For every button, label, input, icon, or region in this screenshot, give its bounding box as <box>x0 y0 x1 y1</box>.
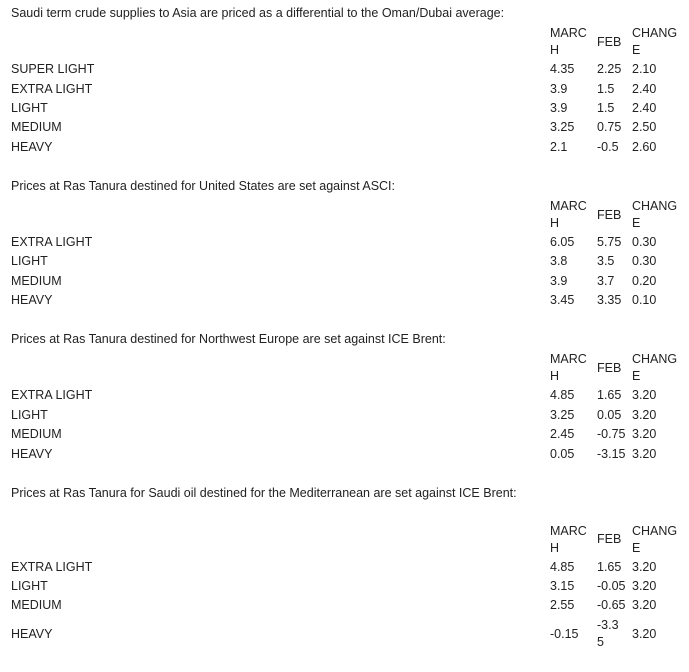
row-feb: 3.7 <box>597 274 615 288</box>
row-march: 2.1 <box>550 140 568 154</box>
row-feb: 3.35 <box>597 293 622 307</box>
row-grade: EXTRA LIGHT <box>11 235 93 249</box>
row-grade: LIGHT <box>11 579 48 593</box>
header-march: MARC <box>550 524 587 538</box>
row-change: 3.20 <box>632 598 657 612</box>
row-feb: -0.75 <box>597 427 626 441</box>
row-march: 2.55 <box>550 598 575 612</box>
row-grade: HEAVY <box>11 447 53 461</box>
header-march: MARC <box>550 352 587 366</box>
header-march: MARC <box>550 26 587 40</box>
header-change-wrap: E <box>632 43 641 57</box>
header-change: CHANG <box>632 524 678 538</box>
row-grade: LIGHT <box>11 254 48 268</box>
row-march: 4.85 <box>550 560 575 574</box>
row-feb-wrap: 5 <box>597 635 604 649</box>
header-march-wrap: H <box>550 43 560 57</box>
row-march: -0.15 <box>550 627 579 641</box>
row-feb: 3.5 <box>597 254 615 268</box>
header-change: CHANG <box>632 26 678 40</box>
header-feb: FEB <box>597 35 622 49</box>
header-feb: FEB <box>597 208 622 222</box>
section-intro: Prices at Ras Tanura destined for Northwest Europe are set against ICE Brent: <box>11 332 446 346</box>
row-grade: LIGHT <box>11 408 48 422</box>
row-feb: -3.3 <box>597 618 619 632</box>
row-grade: SUPER LIGHT <box>11 62 95 76</box>
section-intro: Saudi term crude supplies to Asia are priced as a differential to the Oman/Dubai average: <box>11 6 505 20</box>
row-grade: MEDIUM <box>11 120 62 134</box>
row-march: 3.25 <box>550 120 575 134</box>
row-march: 6.05 <box>550 235 575 249</box>
row-march: 3.8 <box>550 254 568 268</box>
row-grade: MEDIUM <box>11 274 62 288</box>
row-change: 3.20 <box>632 427 657 441</box>
row-grade: HEAVY <box>11 140 53 154</box>
header-change: CHANG <box>632 352 678 366</box>
header-feb: FEB <box>597 361 622 375</box>
row-march: 4.85 <box>550 388 575 402</box>
header-march: MARC <box>550 199 587 213</box>
row-march: 2.45 <box>550 427 575 441</box>
header-change-wrap: E <box>632 216 641 230</box>
row-grade: HEAVY <box>11 293 53 307</box>
row-march: 3.45 <box>550 293 575 307</box>
row-grade: EXTRA LIGHT <box>11 388 93 402</box>
row-change: 3.20 <box>632 408 657 422</box>
header-change-wrap: E <box>632 369 641 383</box>
row-march: 3.25 <box>550 408 575 422</box>
row-feb: 2.25 <box>597 62 622 76</box>
row-grade: EXTRA LIGHT <box>11 560 93 574</box>
row-grade: MEDIUM <box>11 598 62 612</box>
row-change: 0.10 <box>632 293 657 307</box>
row-march: 0.05 <box>550 447 575 461</box>
row-change: 2.60 <box>632 140 657 154</box>
row-feb: 0.75 <box>597 120 622 134</box>
row-change: 2.40 <box>632 101 657 115</box>
row-march: 3.9 <box>550 82 568 96</box>
row-change: 0.30 <box>632 235 657 249</box>
row-feb: 1.65 <box>597 388 622 402</box>
section-intro: Prices at Ras Tanura destined for United States are set against ASCI: <box>11 179 396 193</box>
row-march: 3.15 <box>550 579 575 593</box>
row-change: 3.20 <box>632 579 657 593</box>
row-change: 2.40 <box>632 82 657 96</box>
header-change-wrap: E <box>632 541 641 555</box>
row-feb: -0.5 <box>597 140 619 154</box>
row-march: 3.9 <box>550 274 568 288</box>
row-change: 3.20 <box>632 447 657 461</box>
row-change: 0.30 <box>632 254 657 268</box>
row-change: 3.20 <box>632 627 657 641</box>
row-march: 3.9 <box>550 101 568 115</box>
row-feb: -0.05 <box>597 579 626 593</box>
row-feb: 0.05 <box>597 408 622 422</box>
header-change: CHANG <box>632 199 678 213</box>
row-feb: -0.65 <box>597 598 626 612</box>
header-march-wrap: H <box>550 369 560 383</box>
header-march-wrap: H <box>550 541 560 555</box>
row-change: 3.20 <box>632 388 657 402</box>
row-grade: EXTRA LIGHT <box>11 82 93 96</box>
header-march-wrap: H <box>550 216 560 230</box>
row-change: 3.20 <box>632 560 657 574</box>
row-march: 4.35 <box>550 62 575 76</box>
header-feb: FEB <box>597 532 622 546</box>
row-feb: -3.15 <box>597 447 626 461</box>
row-change: 2.50 <box>632 120 657 134</box>
row-feb: 1.65 <box>597 560 622 574</box>
row-feb: 5.75 <box>597 235 622 249</box>
row-grade: MEDIUM <box>11 427 62 441</box>
row-change: 2.10 <box>632 62 657 76</box>
row-feb: 1.5 <box>597 82 615 96</box>
row-feb: 1.5 <box>597 101 615 115</box>
row-grade: LIGHT <box>11 101 48 115</box>
section-intro: Prices at Ras Tanura for Saudi oil destined for the Mediterranean are set against ICE Brent: <box>11 486 517 500</box>
row-change: 0.20 <box>632 274 657 288</box>
row-grade: HEAVY <box>11 627 53 641</box>
